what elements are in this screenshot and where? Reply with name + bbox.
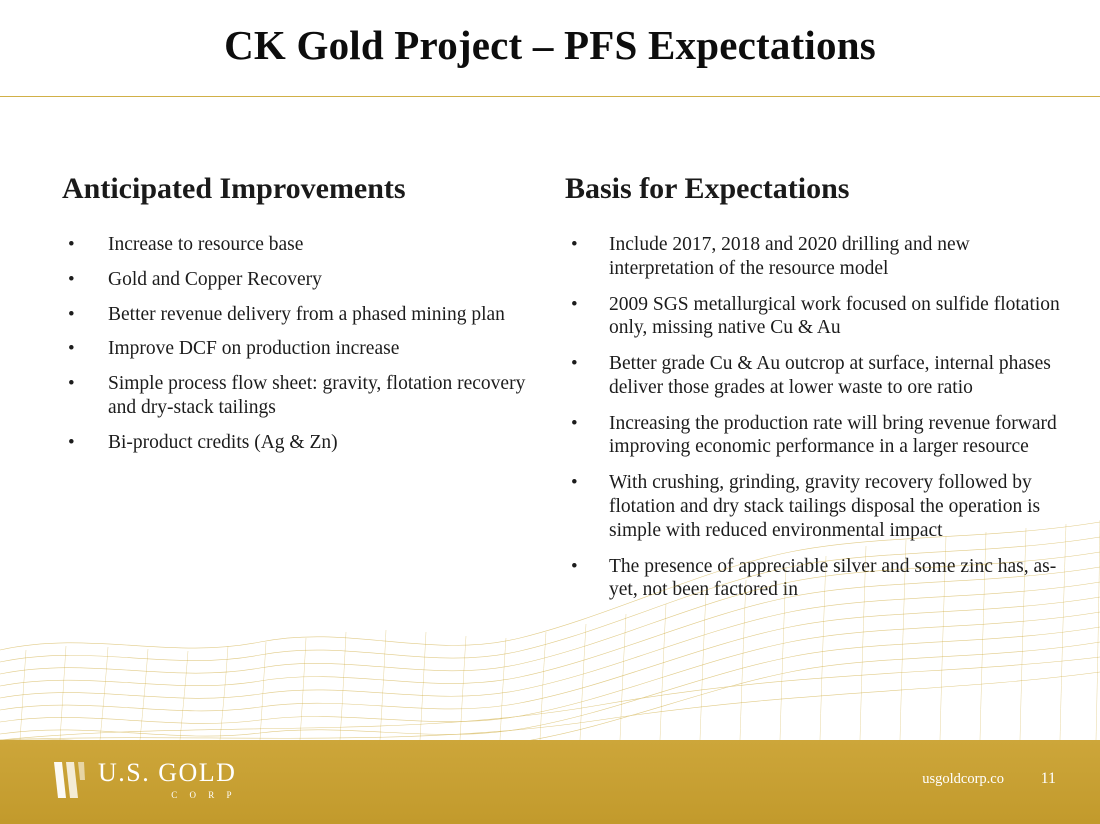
- bullet-icon: •: [571, 293, 578, 315]
- list-item-text: With crushing, grinding, gravity recovery followed by flotation and dry stack tailings disposal the operation is simple with reduced environmental impact: [609, 472, 1041, 541]
- company-logo: [52, 758, 236, 802]
- list-item-text: Better grade Cu & Au outcrop at surface, internal phases deliver those grades at lower waste to ore ratio: [609, 353, 1051, 398]
- list-item: [62, 303, 552, 327]
- list-item-text: Bi-product credits (Ag & Zn): [108, 431, 338, 453]
- logo-mark-icon: [52, 758, 86, 802]
- list-item-text: Include 2017, 2018 and 2020 drilling and new interpretation of the resource model: [609, 234, 970, 279]
- column-heading-left: Anticipated Improvements: [62, 172, 406, 205]
- list-item-text: 2009 SGS metallurgical work focused on sulfide flotation only, missing native Cu & Au: [609, 293, 1060, 339]
- list-item: [565, 352, 1065, 400]
- page-title: CK Gold Project – PFS Expectations: [224, 22, 876, 68]
- footer-bar: [0, 740, 1100, 824]
- list-item-text: Increase to resource base: [108, 234, 304, 255]
- bullet-icon: •: [571, 412, 578, 434]
- logo-sub-text: C O R P: [171, 790, 237, 800]
- list-item: [62, 233, 552, 257]
- list-item-text: Gold and Copper Recovery: [108, 268, 322, 290]
- list-item: [565, 233, 1065, 281]
- site-url[interactable]: usgoldcorp.co: [922, 771, 1004, 787]
- list-item-text: Increasing the production rate will bring revenue forward improving economic performance in a larger resource: [609, 412, 1057, 458]
- list-item: [565, 471, 1065, 542]
- list-item-text: Better revenue delivery from a phased mining plan: [108, 303, 505, 325]
- bullet-icon: •: [68, 373, 75, 395]
- list-item: [565, 412, 1065, 460]
- bullet-list-left: [62, 233, 552, 454]
- bullet-icon: •: [68, 268, 75, 290]
- bullet-list-right: [565, 233, 1065, 602]
- list-item-text: Improve DCF on production increase: [108, 338, 400, 360]
- logo-wordmark: [98, 760, 236, 800]
- list-item: [565, 555, 1065, 603]
- list-item: [565, 293, 1065, 341]
- bullet-icon: •: [68, 338, 75, 360]
- list-item: [62, 372, 552, 420]
- logo-name-text: U.S. GOLD: [98, 758, 237, 787]
- list-item-text: The presence of appreciable silver and some zinc has, as-yet, not been factored in: [609, 555, 1057, 601]
- bullet-icon: •: [68, 234, 75, 255]
- column-heading-right: Basis for Expectations: [565, 172, 850, 205]
- bullet-icon: •: [68, 303, 75, 325]
- list-item-text: Simple process flow sheet: gravity, flotation recovery and dry-stack tailings: [108, 373, 526, 418]
- title-block: [0, 22, 1100, 69]
- bullet-icon: •: [571, 234, 578, 255]
- page-number: 11: [1040, 770, 1056, 787]
- bullet-icon: •: [571, 555, 578, 577]
- list-item: [62, 337, 552, 361]
- bullet-icon: •: [571, 472, 578, 494]
- list-item: [62, 268, 552, 292]
- column-anticipated-improvements: [62, 172, 552, 465]
- list-item: [62, 431, 552, 455]
- bullet-icon: •: [68, 431, 75, 453]
- bullet-icon: •: [571, 353, 578, 375]
- column-basis-for-expectations: [565, 172, 1065, 614]
- title-divider: [0, 96, 1100, 97]
